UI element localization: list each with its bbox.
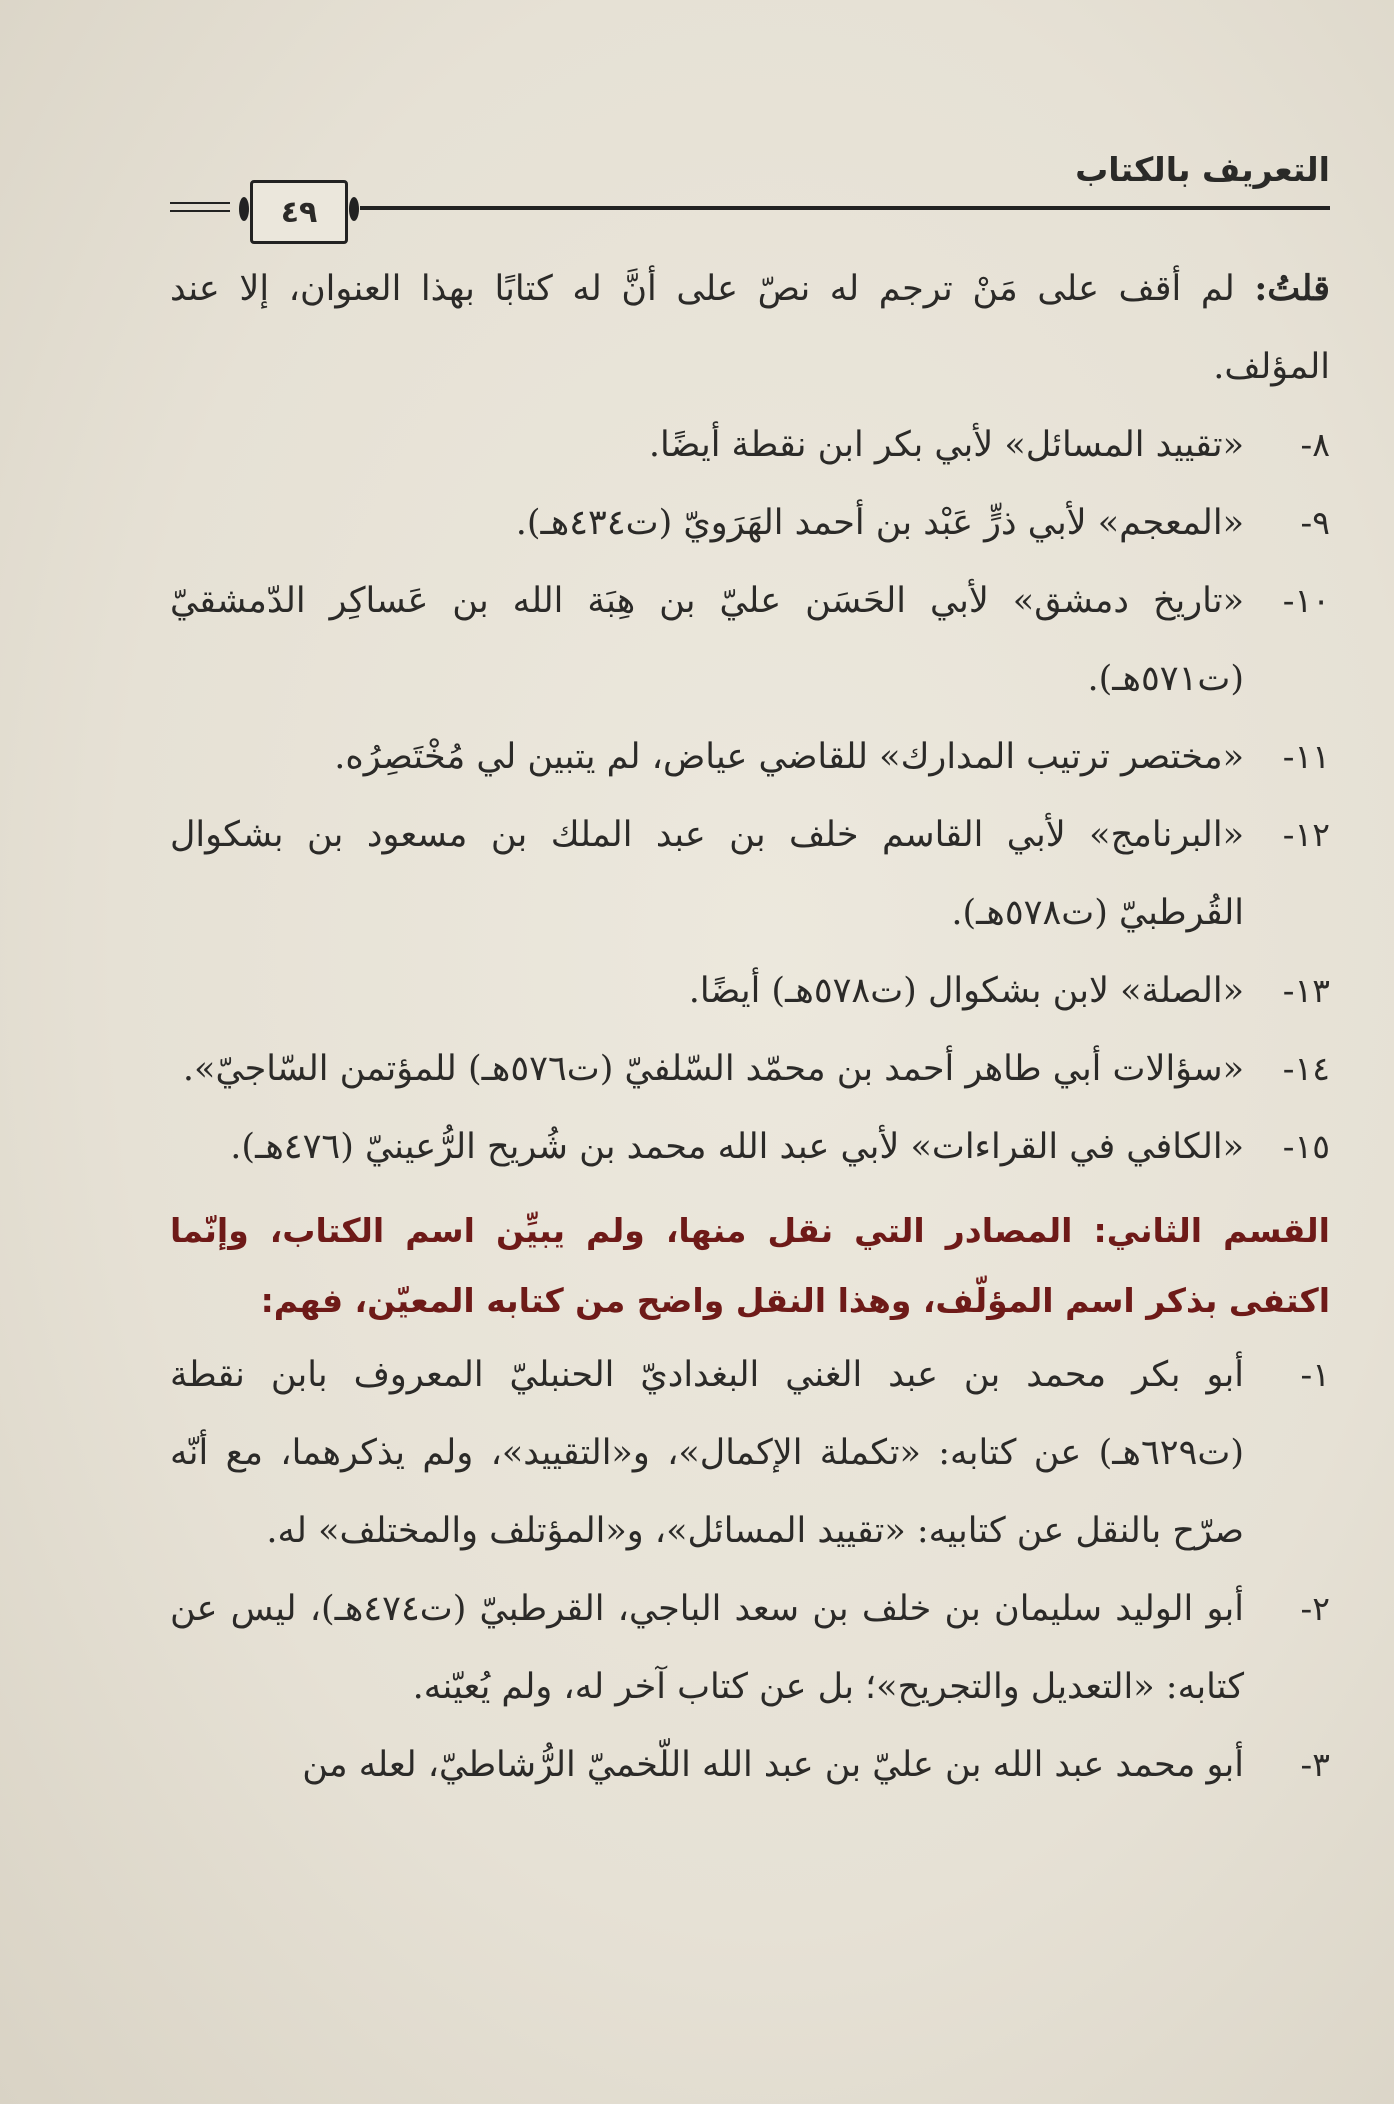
body-text (170, 250, 1330, 1804)
item-number: ١٥- (1282, 1127, 1330, 1166)
list-item (170, 1030, 1330, 1108)
list-item (170, 406, 1330, 484)
item-text: «الكافي في القراءات» لأبي عبد الله محمد بن شُريح الرُّعينيّ (٤٧٦هـ). (230, 1127, 1244, 1167)
page-number: ٤٩ (250, 180, 348, 244)
intro-label: قلتُ: (1254, 268, 1330, 309)
item-text: أبو محمد عبد الله بن عليّ بن عبد الله اللّخميّ الرُّشاطيّ، لعله من (302, 1745, 1244, 1785)
item-number: ٨- (1300, 425, 1330, 464)
list-item (170, 562, 1330, 718)
list-item (170, 1726, 1330, 1804)
list-item (170, 796, 1330, 952)
item-text: «الصلة» لابن بشكوال (ت٥٧٨هـ) أيضًا. (688, 971, 1244, 1011)
header-rule-main (360, 206, 1330, 210)
item-number: ٣- (1300, 1745, 1330, 1784)
item-text: «تاريخ دمشق» لأبي الحَسَن عليّ بن هِبَة الله بن عَساكِر الدّمشقيّ (ت٥٧١هـ). (170, 581, 1244, 699)
list-item (170, 1570, 1330, 1726)
sources-list-b (170, 1336, 1330, 1804)
item-number: ١١- (1282, 737, 1330, 776)
list-item (170, 718, 1330, 796)
item-number: ١٠- (1282, 581, 1330, 620)
item-number: ١٢- (1282, 815, 1330, 854)
list-item (170, 1108, 1330, 1186)
item-text: أبو بكر محمد بن عبد الغني البغداديّ الحنبليّ المعروف بابن نقطة (ت٦٢٩هـ) عن كتابه: «تكملة الإكمال»، و«التقييد»، ولم يذكرهما، مع أنّه صرّح بالنقل عن كتابيه: «تقييد المسائل»، و«المؤتلف والمختلف» له. (170, 1355, 1244, 1551)
intro-paragraph (170, 250, 1330, 406)
list-item (170, 484, 1330, 562)
item-number: ٩- (1300, 503, 1330, 542)
item-text: «مختصر ترتيب المدارك» للقاضي عياض، لم يتبين لي مُخْتَصِرُه. (334, 737, 1244, 777)
item-text: «سؤالات أبي طاهر أحمد بن محمّد السّلفيّ (ت٥٧٦هـ) للمؤتمن السّاجيّ». (182, 1049, 1244, 1089)
header-rule-left-top (170, 202, 230, 204)
item-number: ١- (1300, 1355, 1330, 1394)
sources-list-a (170, 406, 1330, 1186)
item-text: «المعجم» لأبي ذرٍّ عَبْد بن أحمد الهَرَويّ (ت٤٣٤هـ). (515, 503, 1244, 543)
item-number: ٢- (1300, 1589, 1330, 1628)
item-number: ١٣- (1282, 971, 1330, 1010)
list-item (170, 952, 1330, 1030)
list-item (170, 1336, 1330, 1570)
intro-text: لم أقف على مَنْ ترجم له نصّ على أنَّ له كتابًا بهذا العنوان، إلا عند المؤلف. (170, 269, 1330, 387)
item-number: ١٤- (1282, 1049, 1330, 1088)
book-page (170, 150, 1330, 1804)
item-text: «تقييد المسائل» لأبي بكر ابن نقطة أيضًا. (648, 425, 1244, 465)
section-heading: القسم الثاني: المصادر التي نقل منها، ولم يبيِّن اسم الكتاب، وإنّما اكتفى بذكر اسم المؤلّف، وهذا النقل واضح من كتابه المعيّن، فهم: (170, 1211, 1330, 1320)
page-header (170, 150, 1330, 250)
item-text: أبو الوليد سليمان بن خلف بن سعد الباجي، القرطبيّ (ت٤٧٤هـ)، ليس عن كتابه: «التعديل والتجريح»؛ بل عن كتاب آخر له، ولم يُعيّنه. (170, 1589, 1244, 1707)
running-title: التعريف بالكتاب (1075, 150, 1330, 189)
item-text: «البرنامج» لأبي القاسم خلف بن عبد الملك بن مسعود بن بشكوال القُرطبيّ (ت٥٧٨هـ). (170, 815, 1244, 933)
header-rule-left-bottom (170, 210, 230, 212)
